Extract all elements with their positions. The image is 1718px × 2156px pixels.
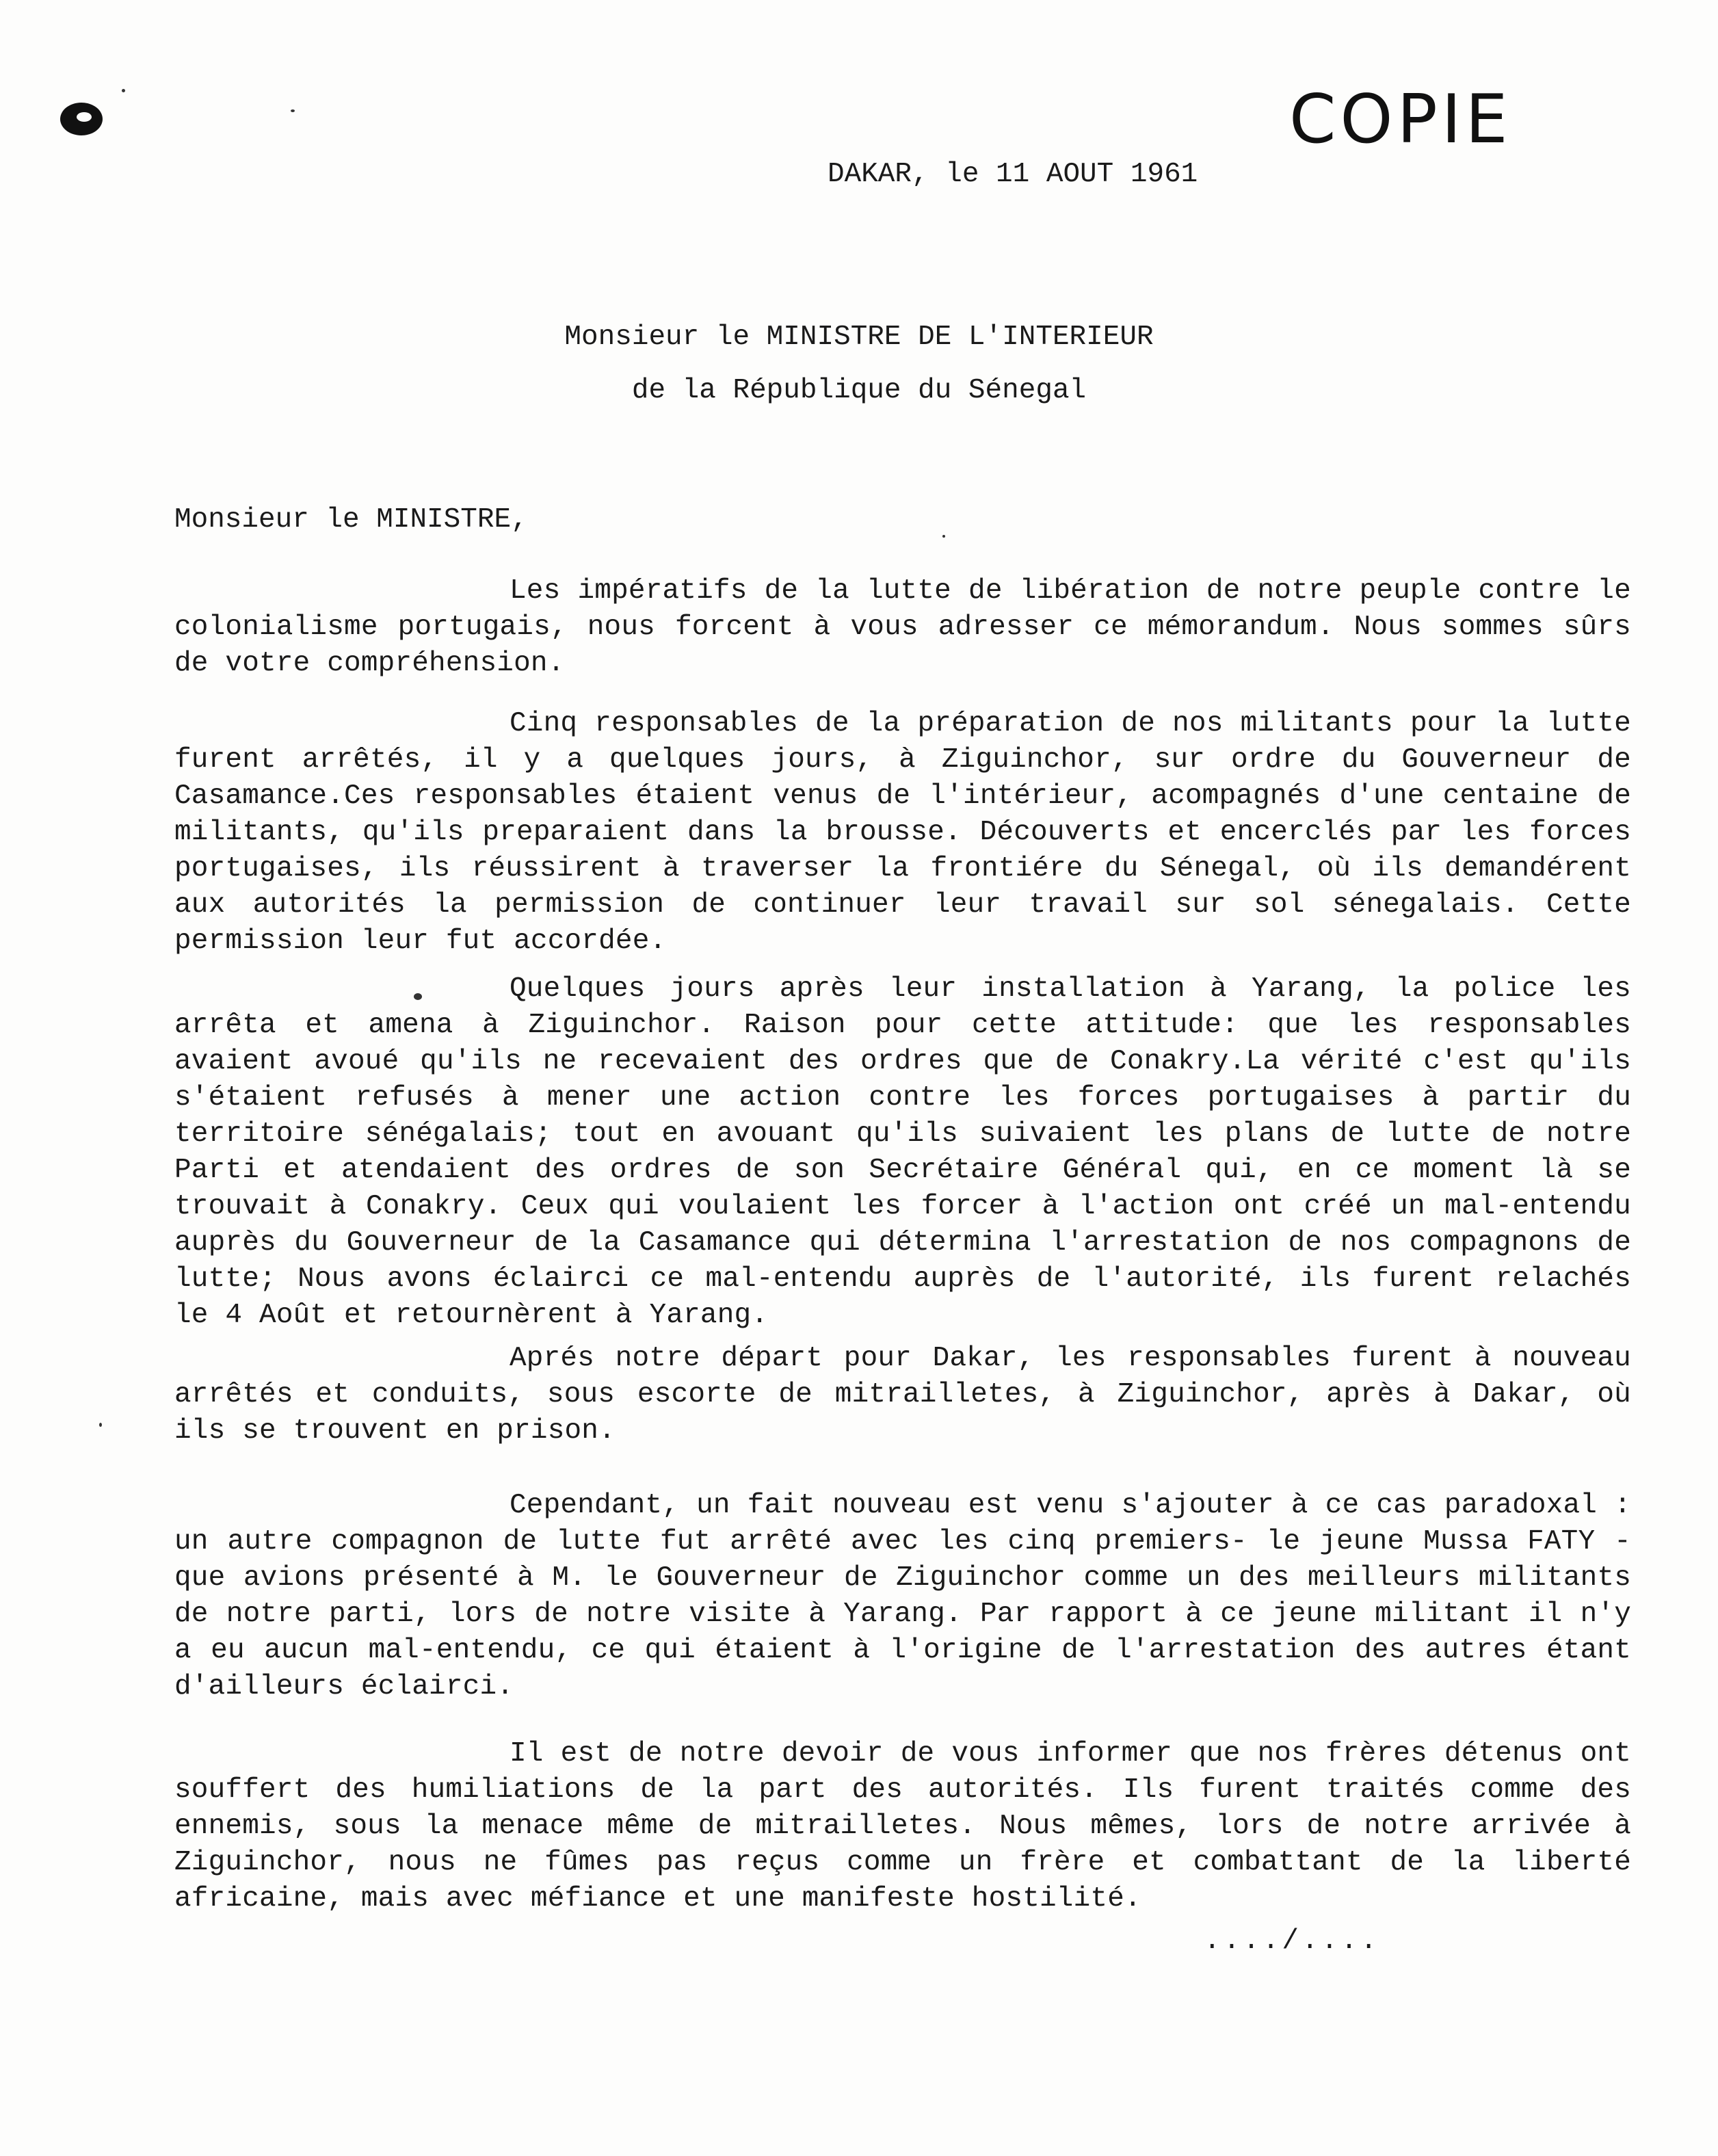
- copy-stamp: COPIE: [1289, 81, 1512, 159]
- paragraph: Les impératifs de la lutte de libération de notre peuple contre le colonialisme portugais, nous forcent à vous adresser ce mémorandum. Nous sommes sûrs de votre compréhension.: [174, 575, 1631, 679]
- recipient-line-2: de la République du Sénegal: [631, 375, 1087, 406]
- paragraph: Cependant, un fait nouveau est venu s'ajouter à ce cas paradoxal : un autre compagnon de lutte fut arrêté avec les cinq premiers- le jeune Mussa FATY - que avions présenté à M. le Gouverneur de Ziguinchor comme un des meilleurs militants de notre parti, lors de notre visite à Yarang. Par rapport à ce jeune militant il n'y a eu aucun mal-entendu, ce qui étaient à l'origine de l'arrestation des autres étant d'ailleurs éclairci.: [174, 1490, 1631, 1703]
- dateline: DAKAR, le 11 AOUT 1961: [828, 159, 1198, 190]
- page-continuation-mark: ..../....: [1204, 1925, 1380, 1957]
- ink-speck: [942, 535, 945, 538]
- paragraph: Cinq responsables de la préparation de nos militants pour la lutte furent arrêtés, il y a quelques jours, à Ziguinchor, sur ordre du Gouverneur de Casamance.Ces responsables étaient venus de l'intérieur, acompagnés d'une centaine de militants, qu'ils preparaient dans la brousse. Découverts et encerclés par les forces portugaises, ils réussirent à traverser la frontiére du Sénegal, où ils demandérent aux autorités la permission de continuer leur travail sur sol sénegalais. Cette permission leur fut accordée.: [174, 708, 1631, 957]
- recipient-line-1: Monsieur le MINISTRE DE L'INTERIEUR: [564, 321, 1154, 353]
- punch-hole-mark: [60, 103, 103, 135]
- salutation: Monsieur le MINISTRE,: [174, 504, 528, 536]
- paragraph: Quelques jours après leur installation à Yarang, la police les arrêta et amena à Ziguinchor. Raison pour cette attitude: que les responsables avaient avoué qu'ils ne recevaient des ordres que de Conakry.La vérité c'est qu'ils s'étaient refusés à mener une action contre les forces portugaises à partir du territoire sénégalais; tout en avouant qu'ils suivaient les plans de lutte de notre Parti et atendaient des ordres de son Secrétaire Général qui, en ce moment là se trouvait à Conakry. Ceux qui voulaient les forcer à l'action ont créé un mal-entendu auprès du Gouverneur de la Casamance qui détermina l'arrestation de nos compagnons de lutte; Nous avons éclairci ce mal-entendu auprès de l'autorité, ils furent relachés le 4 Août et retournèrent à Yarang.: [174, 973, 1631, 1331]
- ink-speck: [122, 89, 125, 92]
- paragraph: Aprés notre départ pour Dakar, les responsables furent à nouveau arrêtés et conduits, sous escorte de mitrailletes, à Ziguinchor, après à Dakar, où ils se trouvent en prison.: [174, 1343, 1631, 1447]
- paragraph: Il est de notre devoir de vous informer que nos frères détenus ont souffert des humiliations de la part des autorités. Ils furent traités comme des ennemis, sous la menace même de mitrailletes. Nous mêmes, lors de notre arrivée à Ziguinchor, nous ne fûmes pas reçus comme un frère et combattant de la liberté africaine, mais avec méfiance et une manifeste hostilité.: [174, 1738, 1631, 1915]
- ink-speck: [99, 1423, 102, 1427]
- ink-speck: [291, 109, 295, 112]
